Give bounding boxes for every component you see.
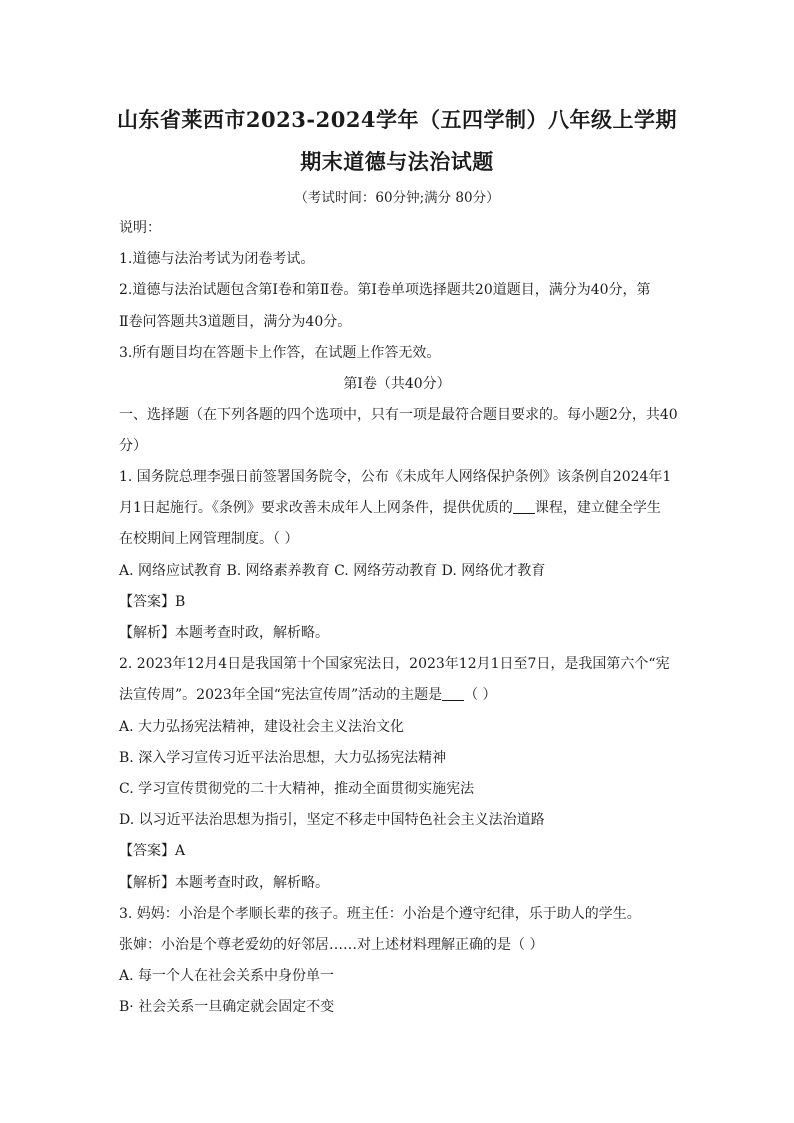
- instructions-heading: 说明：: [119, 220, 161, 236]
- q2-line-2-text: 法宣传周”。2023年全国“宪法宣传周”活动的主题是: [119, 687, 443, 703]
- section-heading-a: 一、选择题（在下列各题的四个选项中，只有一项是最符合题目要求的。每小题2分，共40: [119, 407, 678, 423]
- q2-answer: 【答案】A: [119, 843, 186, 859]
- q2-option-c: C. 学习宣传贯彻党的二十大精神，推动全面贯彻实施宪法: [119, 781, 475, 797]
- exam-title-line-2: 期末道德与法治试题: [300, 149, 494, 174]
- q1-line-2-end: 课程，建立健全学生: [534, 500, 661, 516]
- q3-line-1: 3. 妈妈：小治是个孝顺长辈的孩子。班主任：小治是个遵守纪律，乐于助人的学生。: [119, 906, 641, 922]
- q1-answer-blank: [513, 499, 535, 514]
- q1-line-2: [119, 497, 679, 517]
- q2-option-a: A. 大力弘扬宪法精神，建设社会主义法治文化: [119, 719, 405, 735]
- q1-line-1: 1. 国务院总理李强日前签署国务院令，公布《未成年人网络保护条例》该条例自2024年1: [119, 469, 672, 485]
- q1-line-3: 在校期间上网管理制度。（ ）: [119, 531, 299, 547]
- q2-answer-blank: [442, 686, 464, 701]
- q1-answer: 【答案】B: [119, 594, 186, 610]
- instruction-item-1: 1.道德与法治考试为闭卷考试。: [119, 251, 315, 267]
- q2-option-b: B. 深入学习宣传习近平法治思想，大力弘扬宪法精神: [119, 750, 447, 766]
- part-title: 第Ⅰ卷（共40分）: [343, 376, 451, 392]
- q3-line-2: 张婶：小治是个尊老爱幼的好邻居……对上述材料理解正确的是（ ）: [119, 937, 544, 953]
- q3-option-a: A. 每一个人在社会关系中身份单一: [119, 968, 335, 984]
- instruction-item-2a: 2.道德与法治试题包含第Ⅰ卷和第Ⅱ卷。第Ⅰ卷单项选择题共20道题目，满分为40分，第: [119, 282, 651, 298]
- q3-option-b: B· 社会关系一旦确定就会固定不变: [119, 999, 335, 1015]
- instruction-item-2b: Ⅱ卷问答题共3道题目，满分为40分。: [119, 314, 352, 330]
- q1-analysis: 【解析】本题考查时政，解析略。: [119, 625, 329, 641]
- exam-subtitle: （考试时间：60分钟;满分 80分）: [294, 190, 500, 206]
- section-heading-b: 分）: [119, 438, 147, 454]
- q2-line-2-end: （ ）: [464, 687, 497, 703]
- q1-options: A. 网络应试教育 B. 网络素养教育 C. 网络劳动教育 D. 网络优才教育: [119, 563, 546, 579]
- instruction-item-3: 3.所有题目均在答题卡上作答，在试题上作答无效。: [119, 345, 441, 361]
- q1-line-2-text: 月1日起施行。《条例》要求改善未成年人上网条件，提供优质的: [119, 500, 513, 516]
- q2-line-1: 2. 2023年12月4日是我国第十个国家宪法日，2023年12月1日至7日，是我国第六个“宪: [119, 656, 670, 672]
- q2-analysis: 【解析】本题考查时政，解析略。: [119, 875, 329, 891]
- exam-title-line-1: 山东省莱西市2023-2024学年（五四学制）八年级上学期: [116, 107, 678, 132]
- q2-option-d: D. 以习近平法治思想为指引，坚定不移走中国特色社会主义法治道路: [119, 812, 545, 828]
- q2-line-2: [119, 684, 679, 704]
